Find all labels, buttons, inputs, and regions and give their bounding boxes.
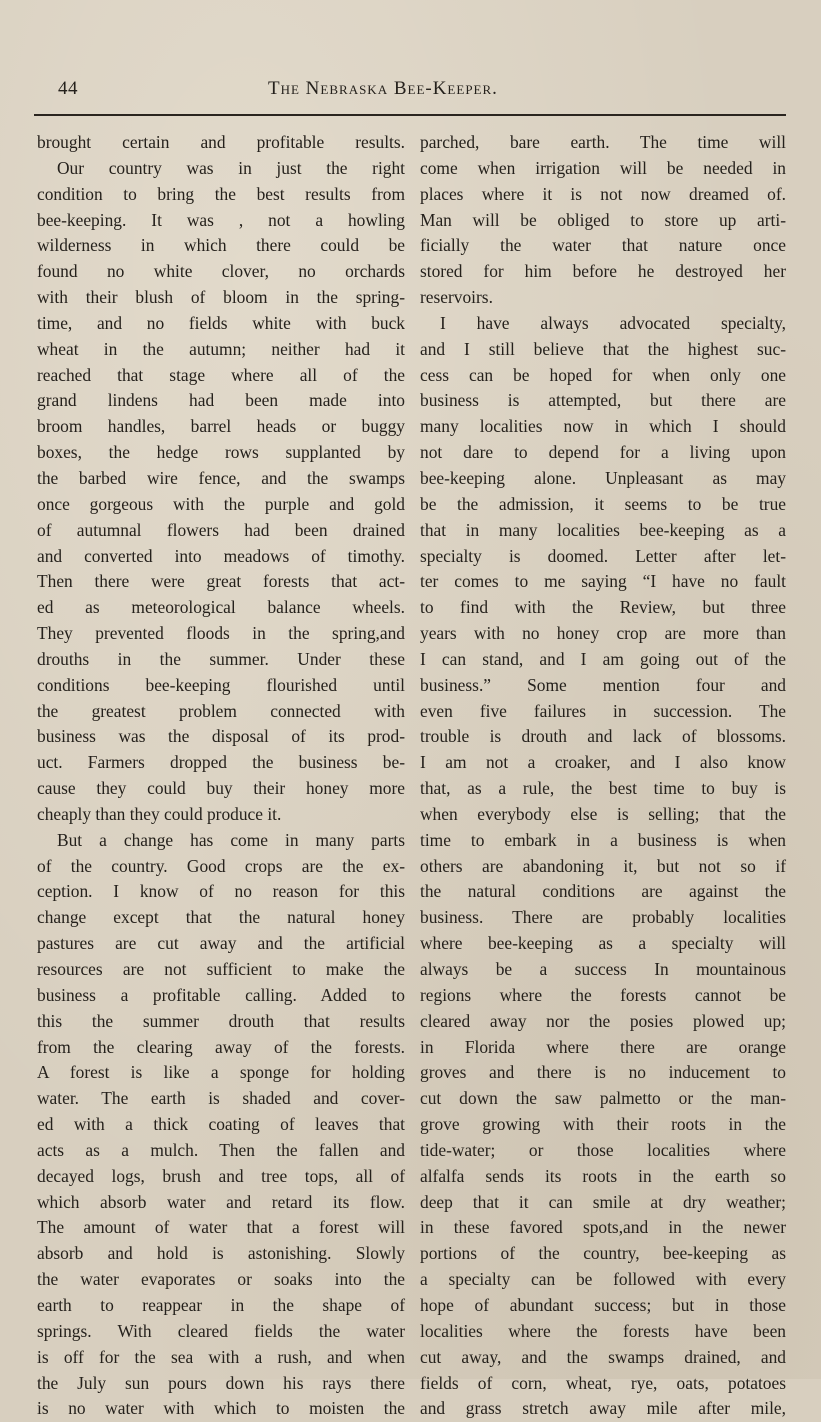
text-line: I am not a croaker, and I also know: [420, 752, 786, 773]
text-line: earth to reappear in the shape of: [37, 1294, 405, 1315]
text-line: business. There are probably localities: [420, 907, 786, 928]
text-line: come when irrigation will be needed in: [420, 157, 786, 178]
text-line: and I still believe that the highest suc-: [420, 338, 786, 359]
text-line: grand lindens had been made into: [37, 390, 405, 411]
text-line: that, as a rule, the best time to buy is: [420, 778, 786, 799]
text-line: groves and there is no inducement to: [420, 1062, 786, 1083]
text-line: decayed logs, brush and tree tops, all of: [37, 1165, 405, 1186]
text-line: this the summer drouth that results: [37, 1010, 405, 1031]
text-line: boxes, the hedge rows supplanted by: [37, 442, 405, 463]
text-line: resources are not sufficient to make the: [37, 959, 405, 979]
text-line: found no white clover, no orchards: [37, 261, 405, 282]
text-line: ficially the water that nature once: [420, 235, 786, 256]
text-line: pastures are cut away and the artificial: [37, 933, 405, 954]
text-line: cleared away nor the posies plowed up;: [420, 1010, 786, 1031]
page-header: [36, 74, 786, 106]
text-line: once gorgeous with the purple and gold: [37, 493, 405, 514]
text-line: time to embark in a business is when: [420, 829, 786, 850]
text-line: grove growing with their roots in the: [420, 1114, 786, 1135]
text-line: uct. Farmers dropped the business be-: [37, 752, 405, 773]
paragraph-end-line: cheaply than they could produce it.: [37, 803, 282, 824]
text-line: broom handles, barrel heads or buggy: [37, 416, 405, 437]
text-line: of autumnal flowers had been drained: [37, 519, 405, 540]
text-line: ception. I know of no reason for this: [37, 881, 405, 902]
running-title: The Nebraska Bee-Keeper.: [268, 78, 498, 99]
text-line: business is attempted, but there are: [420, 390, 786, 411]
text-line: places where it is not now dreamed of.: [420, 183, 786, 204]
text-line: where bee-keeping as a specialty will: [420, 933, 786, 954]
text-line: the barbed wire fence, and the swamps: [37, 467, 405, 488]
text-line: even five failures in succession. The: [420, 700, 786, 721]
paragraph-start-line: I have always advocated specialty,: [440, 312, 786, 333]
text-line: cut away, and the swamps drained, and: [420, 1346, 786, 1367]
text-line: change except that the natural honey: [37, 907, 405, 928]
text-line: many localities now in which I should: [420, 416, 786, 437]
text-line: time, and no fields white with buck: [37, 312, 405, 333]
text-line: I can stand, and I am going out of the: [420, 648, 786, 669]
text-line: fields of corn, wheat, rye, oats, potatoes: [420, 1372, 786, 1393]
text-line: the July sun pours down his rays there: [37, 1372, 405, 1393]
text-line: in these favored spots,and in the newer: [420, 1217, 786, 1238]
text-line: is no water with which to moisten the: [37, 1398, 405, 1419]
text-line: from the clearing away of the forests.: [37, 1036, 405, 1057]
text-line: ed as meteorological balance wheels.: [37, 597, 405, 618]
text-line: absorb and hold is astonishing. Slowly: [37, 1243, 405, 1264]
text-line: cause they could buy their honey more: [37, 778, 405, 799]
text-line: reached that stage where all of the: [37, 364, 405, 385]
text-line: business a profitable calling. Added to: [37, 984, 405, 1005]
text-line: conditions bee-keeping flourished until: [37, 674, 405, 695]
text-line: localities where the forests have been: [420, 1320, 786, 1341]
text-line: They prevented floods in the spring,and: [37, 623, 405, 644]
text-line: drouths in the summer. Under these: [37, 648, 405, 669]
text-line: specialty is doomed. Letter after let-: [420, 545, 786, 566]
text-line: bee-keeping alone. Unpleasant as may: [420, 467, 786, 488]
text-line: condition to bring the best results from: [37, 183, 405, 204]
right-column: [420, 130, 786, 1422]
text-line: the natural conditions are against the: [420, 881, 786, 902]
text-line: acts as a mulch. Then the fallen and: [37, 1139, 405, 1160]
paragraph-end-line: reservoirs.: [420, 287, 493, 308]
text-line: stored for him before he destroyed her: [420, 261, 786, 282]
text-line: The amount of water that a forest will: [37, 1217, 405, 1238]
text-line: years with no honey crop are more than: [420, 623, 786, 644]
text-line: ter comes to me saying “I have no fault: [420, 571, 786, 592]
left-column: [37, 130, 405, 1422]
text-line: Then there were great forests that act-: [37, 571, 405, 592]
text-line: others are abandoning it, but not so if: [420, 855, 786, 876]
text-line: water. The earth is shaded and cover-: [37, 1088, 405, 1109]
text-line: bee-keeping. It was , not a howling: [37, 209, 405, 230]
text-line: brought certain and profitable results.: [37, 132, 405, 152]
text-line: the greatest problem connected with: [37, 700, 405, 721]
text-line: business was the disposal of its prod-: [37, 726, 405, 747]
text-line: with their blush of bloom in the spring-: [37, 287, 405, 308]
page-number: 44: [58, 78, 78, 99]
text-line: springs. With cleared fields the water: [37, 1320, 405, 1341]
text-line: and grass stretch away mile after mile,: [420, 1398, 786, 1419]
text-line: which absorb water and retard its flow.: [37, 1191, 405, 1212]
text-line: cut down the saw palmetto or the man-: [420, 1088, 786, 1109]
header-rule: [34, 114, 786, 116]
text-line: parched, bare earth. The time will: [420, 132, 786, 152]
paragraph-start-line: But a change has come in many parts: [57, 829, 405, 850]
text-line: when everybody else is selling; that the: [420, 803, 786, 824]
text-line: tide-water; or those localities where: [420, 1139, 786, 1160]
text-line: hope of abundant success; but in those: [420, 1294, 786, 1315]
text-line: in Florida where there are orange: [420, 1036, 786, 1057]
text-line: that in many localities bee-keeping as a: [420, 519, 786, 540]
text-line: and converted into meadows of timothy.: [37, 545, 405, 566]
text-line: a specialty can be followed with every: [420, 1269, 786, 1290]
text-line: not dare to depend for a living upon: [420, 442, 786, 463]
text-line: to find with the Review, but three: [420, 597, 786, 618]
text-line: trouble is drouth and lack of blossoms.: [420, 726, 786, 747]
text-line: cess can be hoped for when only one: [420, 364, 786, 385]
text-line: portions of the country, bee-keeping as: [420, 1243, 786, 1264]
text-line: Man will be obliged to store up arti-: [420, 209, 786, 230]
text-line: deep that it can smile at dry weather;: [420, 1191, 786, 1212]
text-line: business.” Some mention four and: [420, 674, 786, 695]
text-line: always be a success In mountainous: [420, 959, 786, 979]
text-line: wheat in the autumn; neither had it: [37, 338, 405, 359]
text-line: be the admission, it seems to be true: [420, 493, 786, 514]
text-line: the water evaporates or soaks into the: [37, 1269, 405, 1290]
text-line: is off for the sea with a rush, and when: [37, 1346, 405, 1367]
paragraph-start-line: Our country was in just the right: [57, 157, 405, 178]
text-line: regions where the forests cannot be: [420, 984, 786, 1005]
text-line: alfalfa sends its roots in the earth so: [420, 1165, 786, 1186]
text-line: wilderness in which there could be: [37, 235, 405, 256]
text-line: A forest is like a sponge for holding: [37, 1062, 405, 1083]
text-line: ed with a thick coating of leaves that: [37, 1114, 405, 1135]
text-line: of the country. Good crops are the ex-: [37, 855, 405, 876]
